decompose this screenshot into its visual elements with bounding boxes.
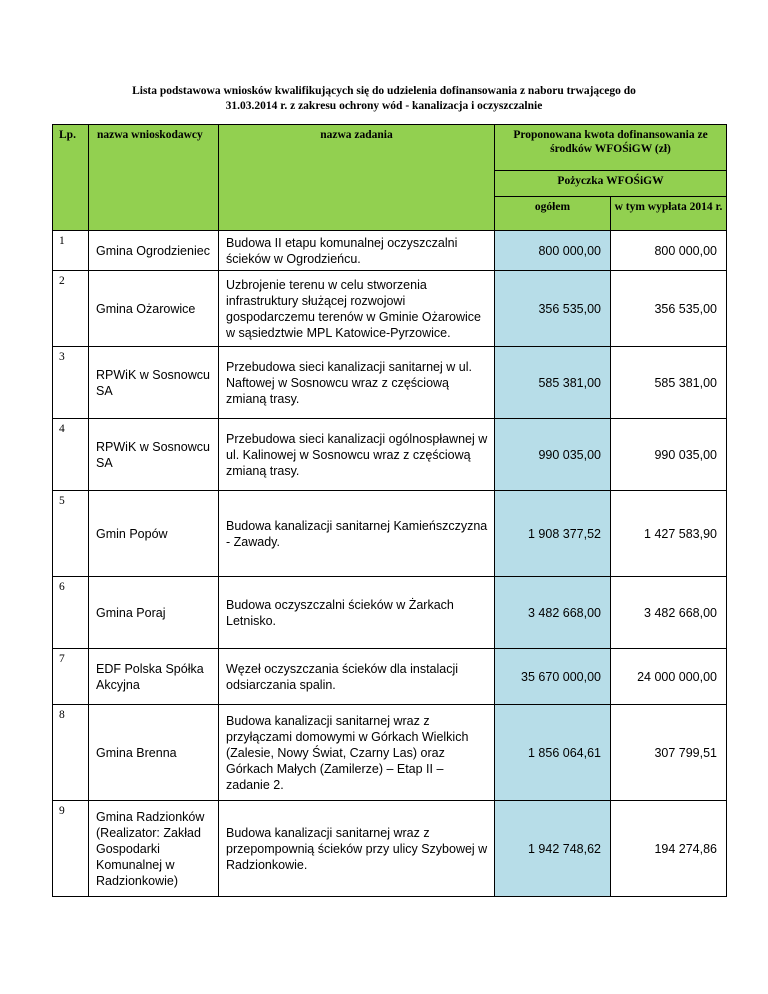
document-title bbox=[60, 84, 708, 114]
row-total: 35 670 000,00 bbox=[495, 649, 611, 705]
applications-table bbox=[52, 124, 727, 897]
row-lp: 8 bbox=[53, 705, 89, 801]
row-payout: 194 274,86 bbox=[611, 801, 727, 897]
row-total: 1 856 064,61 bbox=[495, 705, 611, 801]
row-payout: 24 000 000,00 bbox=[611, 649, 727, 705]
table-row bbox=[53, 801, 727, 897]
row-task: Budowa II etapu komunalnej oczyszczalni ścieków w Ogrodzieńcu. bbox=[219, 231, 495, 271]
header-lp: Lp. bbox=[53, 125, 89, 231]
table-row bbox=[53, 491, 727, 577]
row-payout: 1 427 583,90 bbox=[611, 491, 727, 577]
row-applicant: EDF Polska Spółka Akcyjna bbox=[89, 649, 219, 705]
row-applicant: Gmin Popów bbox=[89, 491, 219, 577]
row-task: Budowa kanalizacji sanitarnej wraz z przyłączami domowymi w Górkach Wielkich (Zalesie, Nowy Świat, Czarny Las) oraz Górkach Małych (Zamilerze) – Etap II – zadanie 2. bbox=[219, 705, 495, 801]
row-total: 3 482 668,00 bbox=[495, 577, 611, 649]
row-applicant: RPWiK w Sosnowcu SA bbox=[89, 419, 219, 491]
row-total: 1 942 748,62 bbox=[495, 801, 611, 897]
table-row bbox=[53, 231, 727, 271]
row-lp: 4 bbox=[53, 419, 89, 491]
table-row bbox=[53, 347, 727, 419]
table-row bbox=[53, 419, 727, 491]
row-lp: 6 bbox=[53, 577, 89, 649]
row-lp: 1 bbox=[53, 231, 89, 271]
row-total: 1 908 377,52 bbox=[495, 491, 611, 577]
row-lp: 9 bbox=[53, 801, 89, 897]
row-lp: 3 bbox=[53, 347, 89, 419]
row-applicant: Gmina Poraj bbox=[89, 577, 219, 649]
row-task: Uzbrojenie terenu w celu stworzenia infrastruktury służącej rozwojowi gospodarczemu terenów w Gminie Ożarowice w sąsiedztwie MPL Katowice-Pyrzowice. bbox=[219, 271, 495, 347]
header-proposed-amount: Proponowana kwota dofinansowania ze środków WFOŚiGW (zł) bbox=[495, 125, 727, 171]
row-lp: 2 bbox=[53, 271, 89, 347]
table-row bbox=[53, 271, 727, 347]
table-row bbox=[53, 705, 727, 801]
row-lp: 5 bbox=[53, 491, 89, 577]
row-payout: 3 482 668,00 bbox=[611, 577, 727, 649]
row-task: Budowa oczyszczalni ścieków w Żarkach Letnisko. bbox=[219, 577, 495, 649]
row-total: 585 381,00 bbox=[495, 347, 611, 419]
document-title-line-1: Lista podstawowa wniosków kwalifikujących się do udzielenia dofinansowania z naboru trwającego do bbox=[132, 85, 636, 97]
row-payout: 990 035,00 bbox=[611, 419, 727, 491]
row-applicant: RPWiK w Sosnowcu SA bbox=[89, 347, 219, 419]
row-applicant: Gmina Brenna bbox=[89, 705, 219, 801]
row-applicant: Gmina Ożarowice bbox=[89, 271, 219, 347]
row-payout: 585 381,00 bbox=[611, 347, 727, 419]
row-payout: 307 799,51 bbox=[611, 705, 727, 801]
table-row bbox=[53, 649, 727, 705]
document-title-line-2: 31.03.2014 r. z zakresu ochrony wód - kanalizacja i oczyszczalnie bbox=[225, 100, 543, 112]
row-total: 356 535,00 bbox=[495, 271, 611, 347]
row-applicant: Gmina Ogrodzieniec bbox=[89, 231, 219, 271]
row-task: Węzeł oczyszczania ścieków dla instalacji odsiarczania spalin. bbox=[219, 649, 495, 705]
row-total: 990 035,00 bbox=[495, 419, 611, 491]
header-task: nazwa zadania bbox=[219, 125, 495, 231]
row-task: Budowa kanalizacji sanitarnej wraz z przepompownią ścieków przy ulicy Szybowej w Radzionkowie. bbox=[219, 801, 495, 897]
header-loan: Pożyczka WFOŚiGW bbox=[495, 170, 727, 196]
row-task: Budowa kanalizacji sanitarnej Kamieńszczyzna - Zawady. bbox=[219, 491, 495, 577]
table-header bbox=[53, 125, 727, 231]
row-task: Przebudowa sieci kanalizacji sanitarnej w ul. Naftowej w Sosnowcu wraz z częściową zmianą trasy. bbox=[219, 347, 495, 419]
row-payout: 356 535,00 bbox=[611, 271, 727, 347]
row-lp: 7 bbox=[53, 649, 89, 705]
header-payout-2014: w tym wypłata 2014 r. bbox=[611, 196, 727, 230]
row-total: 800 000,00 bbox=[495, 231, 611, 271]
table-body bbox=[53, 231, 727, 897]
row-task: Przebudowa sieci kanalizacji ogólnospławnej w ul. Kalinowej w Sosnowcu wraz z częściową zmianą trasy. bbox=[219, 419, 495, 491]
header-applicant: nazwa wnioskodawcy bbox=[89, 125, 219, 231]
header-total: ogółem bbox=[495, 196, 611, 230]
row-applicant: Gmina Radzionków (Realizator: Zakład Gospodarki Komunalnej w Radzionkowie) bbox=[89, 801, 219, 897]
table-row bbox=[53, 577, 727, 649]
row-payout: 800 000,00 bbox=[611, 231, 727, 271]
